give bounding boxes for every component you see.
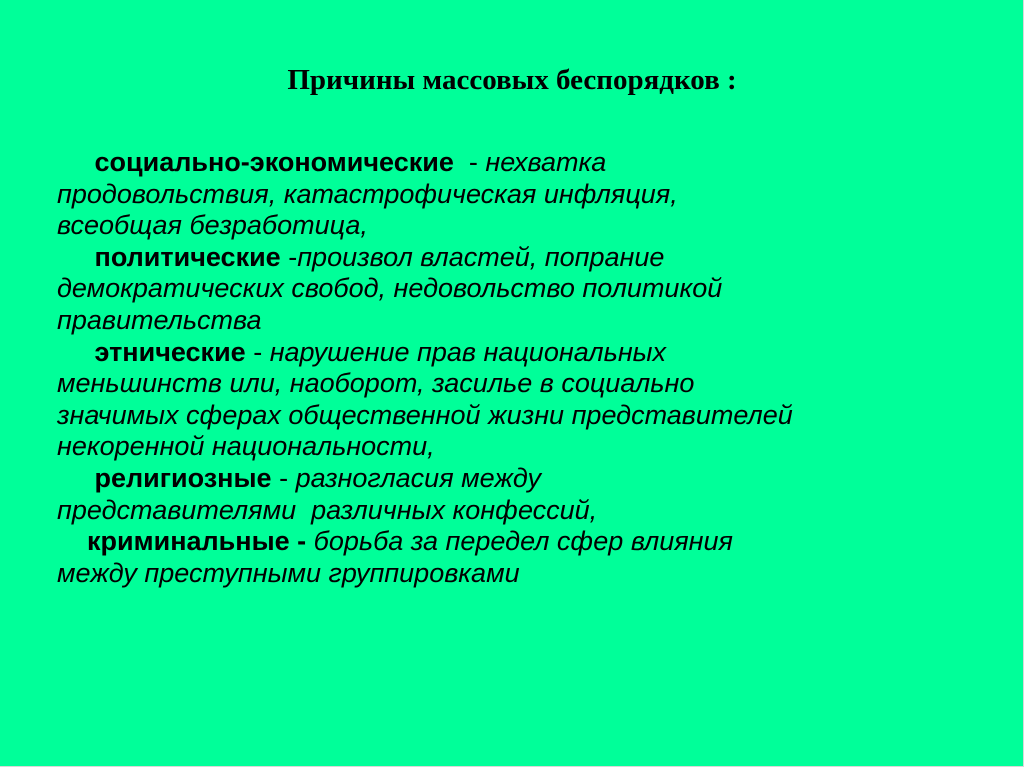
term-ethnic: этнические xyxy=(94,336,246,367)
line-religious: религиозные - разногласия между xyxy=(94,462,542,493)
slide-body xyxy=(57,147,1007,589)
text-line: меньшинств или, наоборот, засилье в социально xyxy=(57,368,695,399)
desc-text: произвол властей, попрание xyxy=(297,241,665,272)
text-line: между преступными группировками xyxy=(57,557,520,588)
text-line: представителями различных конфессий, xyxy=(57,494,598,525)
text-line: всеобщая безработица, xyxy=(57,210,368,241)
line-ethnic: этнические - нарушение прав национальных xyxy=(94,336,667,367)
text-line: значимых сферах общественной жизни представителей xyxy=(57,399,793,430)
term-political: политические xyxy=(94,241,281,272)
text-line: демократических свобод, недовольство политикой xyxy=(57,273,723,304)
desc-text: борьба за передел сфер влияния xyxy=(313,526,733,557)
slide-title: Причины массовых беспорядков : xyxy=(287,64,737,96)
term-criminal: криминальные - xyxy=(87,526,307,557)
desc-text: разногласия между xyxy=(295,462,542,493)
term-social-economic: социально-экономические xyxy=(94,147,454,177)
text-line: продовольствия, катастрофическая инфляция, xyxy=(57,178,678,209)
line-criminal xyxy=(57,526,1007,558)
text-line: некоренной национальности, xyxy=(57,431,435,462)
desc-text: нехватка xyxy=(485,147,607,177)
desc-text: нарушение прав национальных xyxy=(269,336,667,367)
text-line: правительства xyxy=(57,304,262,335)
line-political: политические -произвол властей, попрание xyxy=(94,241,665,272)
line-social-economic: социально-экономические - нехватка xyxy=(94,147,607,177)
term-religious: религиозные xyxy=(94,462,272,493)
